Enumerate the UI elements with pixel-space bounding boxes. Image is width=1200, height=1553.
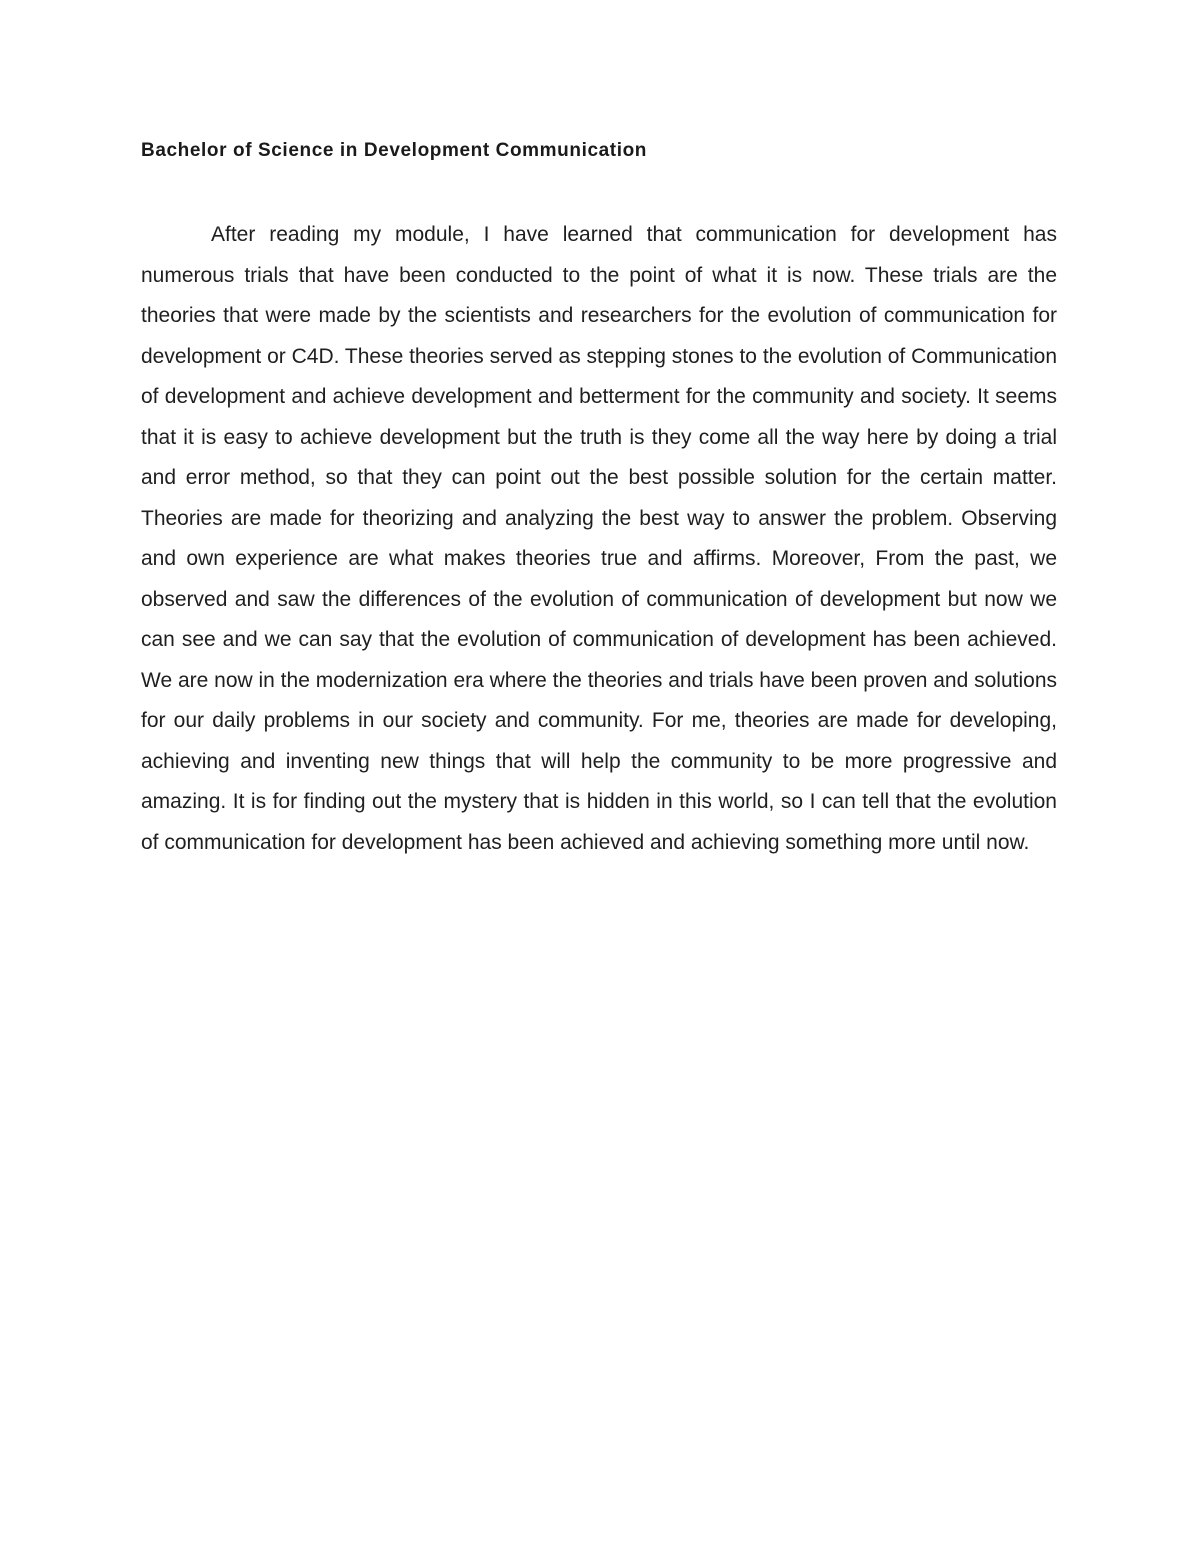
document-title: Bachelor of Science in Development Communication (141, 140, 648, 161)
body-paragraph: After reading my module, I have learned that communication for development has numerous trials that have been conducted to the point of what it is now. These trials are the theories that were made by the scientists and researchers for the evolution of communication for development or C4D. These theories served as stepping stones to the evolution of Communication of development and achieve development and betterment for the community and society. It seems that it is easy to achieve development but the truth is they come all the way here by doing a trial and error method, so that they can point out the best possible solution for the certain matter. Theories are made for theorizing and analyzing the best way to answer the problem. Observing and own experience are what makes theories true and affirms. Moreover, From the past, we observed and saw the differences of the evolution of communication of development but now we can see and we can say that the evolution of communication of development has been achieved. We are now in the modernization era where the theories and trials have been proven and solutions for our daily problems in our society and community. For me, theories are made for developing, achieving and inventing new things that will help the community to be more progressive and amazing. It is for finding out the mystery that is hidden in this world, so I can tell that the evolution of communication for development has been achieved and achieving something more until now. (141, 223, 1058, 854)
